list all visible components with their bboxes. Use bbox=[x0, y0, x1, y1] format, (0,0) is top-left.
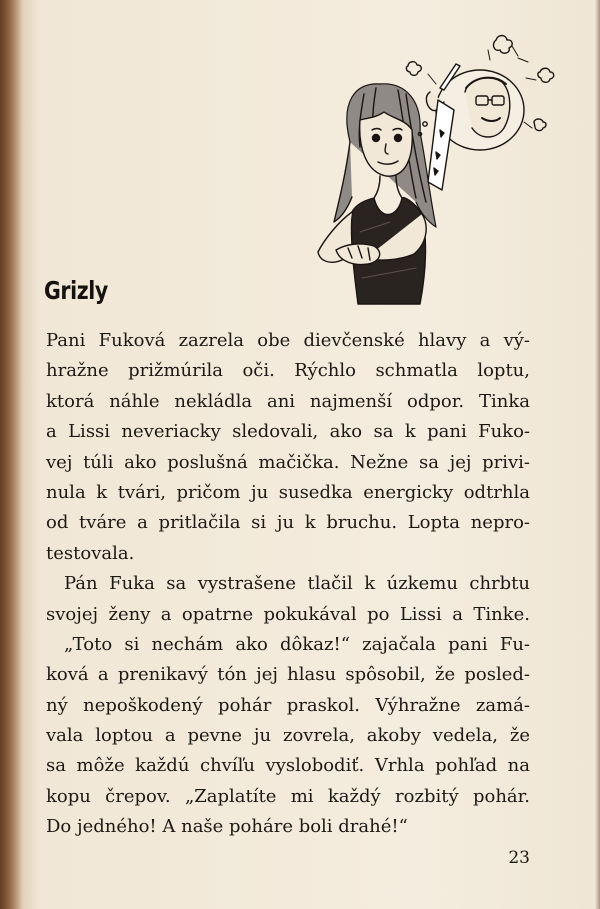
text-line: Pani Fuková zazrela obe dievčenské hlavy a vý- bbox=[46, 330, 530, 351]
spine-shadow bbox=[0, 0, 22, 909]
text-line: ková a prenikavý tón jej hlasu spôsobil, že posled- bbox=[46, 664, 530, 686]
text-line: ktorá náhle nekládla ani najmenší odpor. Tinka bbox=[46, 390, 530, 412]
text-line: kopu črepov. „Zaplatíte mi každý rozbitý pohár. bbox=[46, 785, 530, 807]
text-line: ný nepoškodený pohár praskol. Výhražne zamá- bbox=[46, 694, 530, 716]
chapter-title: Grizly bbox=[44, 276, 108, 305]
text-line: vala loptou a pevne ju zovrela, akoby vedela, že bbox=[46, 725, 530, 747]
text-line: a Lissi neveriacky sledovali, ako sa k pani Fuko- bbox=[46, 421, 530, 443]
body-text bbox=[46, 326, 530, 843]
text-line: hražne prižmúrila oči. Rýchlo schmatla loptu, bbox=[46, 360, 530, 382]
text-line: Do jedného! A naše poháre boli drahé!“ bbox=[46, 816, 408, 838]
text-line: nula k tvári, pričom ju susedka energicky odtrhla bbox=[46, 481, 530, 503]
text-line: testovala. bbox=[46, 542, 135, 564]
text-line: od tváre a pritlačila si ju k bruchu. Lopta nepro- bbox=[46, 512, 530, 534]
girl-with-ball-illustration bbox=[280, 22, 570, 312]
text-line: sa môže každú chvíľu vyslobodiť. Vrhla pohľad na bbox=[46, 755, 530, 777]
page-number: 23 bbox=[508, 848, 530, 868]
text-line: „Toto si nechám ako dôkaz!“ zajačala pani Fu- bbox=[64, 633, 530, 655]
text-line: Pán Fuka sa vystrašene tlačil k úzkemu chrbtu bbox=[64, 573, 530, 595]
page-edge bbox=[595, 0, 600, 909]
text-line: svojej ženy a opatrne pokukával po Lissi a Tinke. bbox=[46, 603, 530, 625]
text-line: vej túli ako poslušná mačička. Nežne sa jej privi- bbox=[46, 451, 530, 473]
